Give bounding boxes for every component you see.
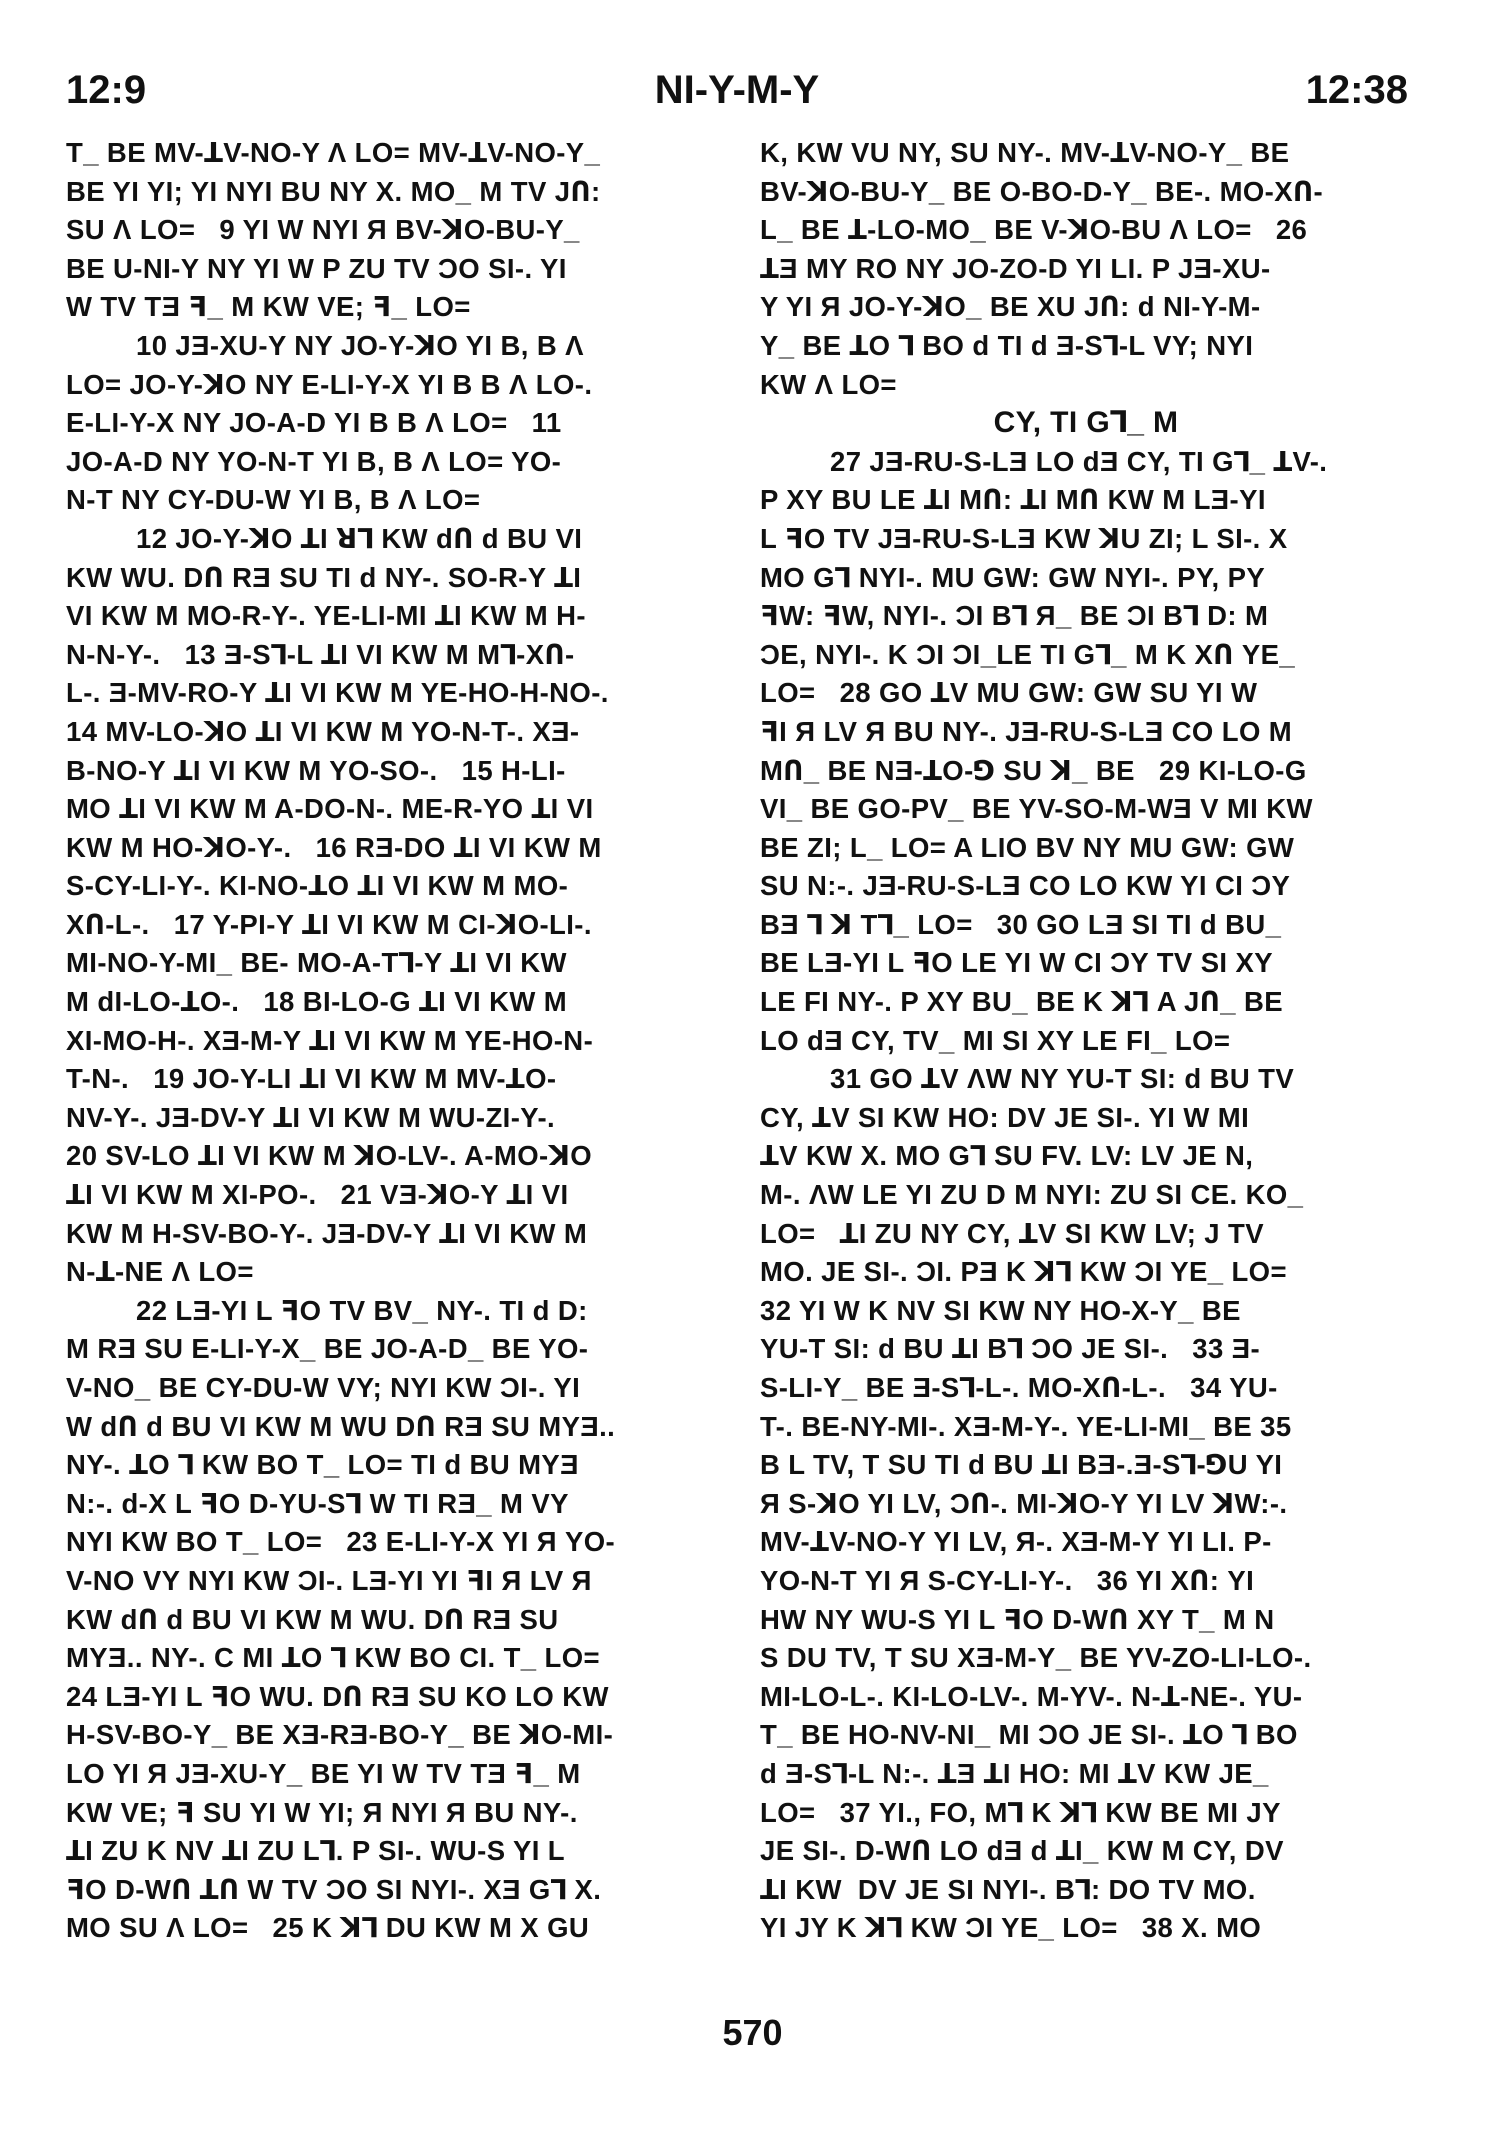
text-line: M dI-LO-ꓕO-. 18 BI-LO-G ꓕI VI KW M — [66, 986, 568, 1018]
text-line: MO Gꓶ NYI-. MU GW: GW NYI-. PY, PY — [760, 561, 1266, 593]
text-line: YO-N-T YI Я S-CY-LI-Y-. 36 YI XՈ: YI — [760, 1564, 1255, 1596]
text-line: NYI KW BO T_ LO= 23 E-LI-Y-X YI Я YO- — [66, 1526, 616, 1558]
text-line: T-N-. 19 JO-Y-LI ꓕI VI KW M MV-ꓕO- — [66, 1063, 557, 1095]
text-line: ꓕI ZU K NV ꓕI ZU Lꓶ. P SI-. WU-S YI L — [66, 1835, 566, 1867]
text-line: N:-. d-X L ꟻO D-YU-Sꓶ W TI RƎ_ M VY — [66, 1487, 569, 1519]
text-line: S-LI-Y_ BE Ǝ-Sꓶ-L-. MO-XՈ-L-. 34 YU- — [760, 1372, 1278, 1403]
text-line: VI KW M MO-R-Y-. YE-LI-MI ꓕI KW M H- — [66, 600, 586, 632]
text-line: KW Λ LO= — [760, 368, 897, 400]
text-line: N-N-Y-. 13 Ǝ-Sꓶ-L ꓕI VI KW M Mꓶ-XՈ- — [66, 638, 575, 670]
text-line: BE U-NI-Y NY YI W P ZU TV ƆO SI-. YI — [66, 252, 567, 284]
section-heading: CY, TI Gꓶ_ M — [993, 406, 1179, 440]
text-line: LO YI Я JƎ-XU-Y_ BE YI W TV TƎ ꟻ_ M — [66, 1757, 581, 1789]
text-line: LO= JO-Y-ꓘO NY E-LI-Y-X YI B B Λ LO-. — [66, 368, 593, 400]
right-text-column — [760, 134, 1412, 1948]
text-line: LO= ꓕI ZU NY CY, ꓕV SI KW LV; J TV — [760, 1217, 1264, 1249]
text-line: S-CY-LI-Y-. KI-NO-ꓕO ꓕI VI KW M MO- — [66, 870, 569, 902]
text-line: KW M HO-ꓘO-Y-. 16 RƎ-DO ꓕI VI KW M — [66, 831, 602, 863]
text-line: W dՈ d BU VI KW M WU DՈ RƎ SU MYƎ.. — [66, 1410, 616, 1442]
page-header — [66, 64, 1408, 116]
text-line: MI-NO-Y-MI_ BE- MO-A-Tꓶ-Y ꓕI VI KW — [66, 947, 567, 979]
text-line: LO= 28 GO ꓕV MU GW: GW SU YI W — [760, 677, 1258, 709]
text-line: L_ BE ꓕ-LO-MO_ BE V-ꓘO-BU Λ LO= 26 — [760, 214, 1308, 246]
text-line: ꟻI Я LV Я BU NY-. JƎ-RU-S-LƎ CO LO M — [760, 715, 1293, 747]
text-line: LE FI NY-. P XY BU_ BE K ꓘꓶ A JՈ_ BE — [760, 986, 1283, 1018]
text-line: LO dƎ CY, TV_ MI SI XY LE FI_ LO= — [760, 1024, 1231, 1056]
text-line: MO ꓕI VI KW M A-DO-N-. ME-R-YO ꓕI VI — [66, 793, 594, 825]
text-line: VI_ BE GO-PV_ BE YV-SO-M-WƎ V MI KW — [760, 793, 1313, 825]
text-line: Y_ BE ꓕO ꓶ BO d TI d Ǝ-Sꓶ-L VY; NYI — [760, 329, 1254, 361]
text-line: M RƎ SU E-LI-Y-X_ BE JO-A-D_ BE YO- — [66, 1333, 589, 1365]
text-line: KW VE; ꟻ SU YI W YI; Я NYI Я BU NY-. — [66, 1796, 578, 1828]
text-line: 32 YI W K NV SI KW NY HO-X-Y_ BE — [760, 1294, 1241, 1326]
running-title: NI-Y-M-Y — [654, 68, 820, 112]
text-line: Y YI Я JO-Y-ꓘO_ BE XU JՈ: d NI-Y-M- — [760, 291, 1261, 323]
text-line: MYƎ.. NY-. C MI ꓕO ꓶ KW BO CI. T_ LO= — [66, 1642, 600, 1674]
text-line: KW WU. DՈ RƎ SU TI d NY-. SO-R-Y ꓕI — [66, 561, 582, 593]
text-line: H-SV-BO-Y_ BE XƎ-RƎ-BO-Y_ BE ꓘO-MI- — [66, 1719, 614, 1751]
text-line: B-NO-Y ꓕI VI KW M YO-SO-. 15 H-LI- — [66, 754, 566, 786]
text-line: BE ZI; L_ LO= A LIO BV NY MU GW: GW — [760, 831, 1295, 863]
text-line: NV-Y-. JƎ-DV-Y ꓕI VI KW M WU-ZI-Y-. — [66, 1101, 556, 1133]
text-line: KW dՈ d BU VI KW M WU. DՈ RƎ SU — [66, 1603, 559, 1635]
text-line: JE SI-. D-WՈ LO dƎ d ꓕI_ KW M CY, DV — [760, 1835, 1284, 1867]
text-line: T-. BE-NY-MI-. XƎ-M-Y-. YE-LI-MI_ BE 35 — [760, 1410, 1292, 1442]
text-line: ꓕV KW X. MO Gꓶ SU FV. LV: LV JE N, — [760, 1140, 1254, 1172]
text-line: 24 LƎ-YI L ꟻO WU. DՈ RƎ SU KO LO KW — [66, 1680, 609, 1712]
text-line: 31 GO ꓕV ΛW NY YU-T SI: d BU TV — [830, 1063, 1295, 1095]
text-line: d Ǝ-Sꓶ-L N:-. ꓕƎ ꓕI HO: MI ꓕV KW JE_ — [760, 1757, 1269, 1789]
text-line: YU-T SI: d BU ꓕI Bꓶ ƆO JE SI-. 33 Ǝ- — [760, 1333, 1261, 1365]
text-line: V-NO_ BE CY-DU-W VY; NYI KW ƆI-. YI — [66, 1372, 581, 1403]
text-line: N-ꓕ-NE Λ LO= — [66, 1256, 254, 1288]
text-line: 22 LƎ-YI L ꟻO TV BV_ NY-. TI d D: — [136, 1294, 588, 1326]
text-line: JO-A-D NY YO-N-T YI B, B Λ LO= YO- — [66, 445, 562, 477]
text-line: N-T NY CY-DU-W YI B, B Λ LO= — [66, 484, 481, 516]
text-line: K, KW VU NY, SU NY-. MV-ꓕV-NO-Y_ BE — [760, 137, 1290, 168]
text-line: ꟻW: ꟻW, NYI-. ƆI Bꓶ Я_ BE ƆI Bꓶ D: M — [760, 600, 1269, 632]
text-line: BE LƎ-YI L ꟻO LE YI W CI ƆY TV SI XY — [760, 947, 1273, 979]
text-line: HW NY WU-S YI L ꟻO D-WՈ XY T_ M N — [760, 1603, 1275, 1635]
text-line: ƆE, NYI-. K ƆI ƆI_LE TI Gꓶ_ M K XՈ YE_ — [760, 638, 1296, 670]
text-line: MV-ꓕV-NO-Y YI LV, Я-. XƎ-M-Y YI LI. P- — [760, 1526, 1272, 1558]
text-line: MՈ_ BE NƎ-ꓕO-ꓨ SU ꓘ_ BE 29 KI-LO-G — [760, 754, 1307, 786]
text-line: 14 MV-LO-ꓘO ꓕI VI KW M YO-N-T-. XƎ- — [66, 715, 580, 747]
text-line: SU Λ LO= 9 YI W NYI Я BV-ꓘO-BU-Y_ — [66, 214, 580, 246]
text-line: NY-. ꓕO ꓶ KW BO T_ LO= TI d BU MYƎ — [66, 1449, 579, 1481]
text-line: ꟻO D-WՈ ꓕՈ W TV ƆO SI NYI-. XƎ Gꓶ X. — [66, 1873, 602, 1905]
text-line: ꓕƎ MY RO NY JO-ZO-D YI LI. P JƎ-XU- — [760, 252, 1271, 284]
chapter-verse-end: 12:38 — [1305, 68, 1408, 112]
text-line: M-. ΛW LE YI ZU D M NYI: ZU SI CE. KO_ — [760, 1179, 1304, 1211]
text-line: BE YI YI; YI NYI BU NY X. MO_ M TV JՈ: — [66, 175, 601, 207]
text-line: XI-MO-H-. XƎ-M-Y ꓕI VI KW M YE-HO-N- — [66, 1024, 594, 1056]
text-line: T_ BE MV-ꓕV-NO-Y Λ LO= MV-ꓕV-NO-Y_ — [66, 137, 601, 168]
text-line: L-. Ǝ-MV-RO-Y ꓕI VI KW M YE-HO-H-NO-. — [66, 677, 609, 709]
text-line: 27 JƎ-RU-S-LƎ LO dƎ CY, TI Gꓶ_ ꓕV-. — [830, 445, 1328, 477]
text-line: ꓕI VI KW M XI-PO-. 21 VƎ-ꓘO-Y ꓕI VI — [66, 1179, 569, 1211]
text-line: T_ BE HO-NV-NI_ MI ƆO JE SI-. ꓕO ꓶ BO — [760, 1719, 1298, 1751]
left-text-column — [66, 134, 718, 1948]
text-line: S DU TV, T SU XƎ-M-Y_ BE YV-ZO-LI-LO-. — [760, 1642, 1312, 1674]
text-line: YI JY K ꓘꓶ KW ƆI YE_ LO= 38 X. MO — [760, 1912, 1262, 1944]
text-line: MI-LO-L-. KI-LO-LV-. M-YV-. N-ꓕ-NE-. YU- — [760, 1680, 1303, 1712]
text-line: KW M H-SV-BO-Y-. JƎ-DV-Y ꓕI VI KW M — [66, 1217, 588, 1249]
text-line: ꓕI KW DV JE SI NYI-. Bꓶ: DO TV MO. — [760, 1873, 1256, 1905]
text-line: L ꟻO TV JƎ-RU-S-LƎ KW ꓘU ZI; L SI-. X — [760, 522, 1288, 554]
text-line: E-LI-Y-X NY JO-A-D YI B B Λ LO= 11 — [66, 407, 562, 439]
text-line: CY, ꓕV SI KW HO: DV JE SI-. YI W MI — [760, 1101, 1250, 1133]
text-line: XՈ-L-. 17 Y-PI-Y ꓕI VI KW M CI-ꓘO-LI-. — [66, 908, 592, 940]
text-line: BƎ ꓶ ꓘ Tꓶ_ LO= 30 GO LƎ SI TI d BU_ — [760, 908, 1282, 940]
text-line: P XY BU LE ꓕI MՈ: ꓕI MՈ KW M LƎ-YI — [760, 484, 1266, 516]
text-line: BV-ꓘO-BU-Y_ BE O-BO-D-Y_ BE-. MO-XՈ- — [760, 175, 1324, 207]
text-line: 12 JO-Y-ꓘO ꓕI ꓤꓶ KW dՈ d BU VI — [136, 522, 583, 554]
text-line: B L TV, T SU TI d BU ꓕI BƎ-.Ǝ-Sꓶ-ꓨU YI — [760, 1449, 1283, 1481]
chapter-verse-start: 12:9 — [66, 68, 147, 112]
text-line: Я S-ꓘO YI LV, ƆՈ-. MI-ꓘO-Y YI LV ꓘW:-. — [760, 1487, 1288, 1519]
text-line: 20 SV-LO ꓕI VI KW M ꓘO-LV-. A-MO-ꓘO — [66, 1140, 593, 1172]
text-line: V-NO VY NYI KW ƆI-. LƎ-YI YI ꟻI Я LV Я — [66, 1564, 592, 1596]
text-line: MO SU Λ LO= 25 K ꓘꓶ DU KW M X GU — [66, 1912, 590, 1944]
text-line: MO. JE SI-. ƆI. PƎ K ꓘꓶ KW ƆI YE_ LO= — [760, 1256, 1287, 1288]
text-line: 10 JƎ-XU-Y NY JO-Y-ꓘO YI B, B Λ — [136, 329, 584, 361]
text-line: LO= 37 YI., FO, Mꓶ K ꓘꓶ KW BE MI JY — [760, 1796, 1281, 1828]
text-line: SU N:-. JƎ-RU-S-LƎ CO LO KW YI CI ƆY — [760, 870, 1291, 902]
text-line: W TV TƎ ꟻ_ M KW VE; ꟻ_ LO= — [66, 291, 471, 323]
page-number: 570 — [722, 2012, 783, 2053]
